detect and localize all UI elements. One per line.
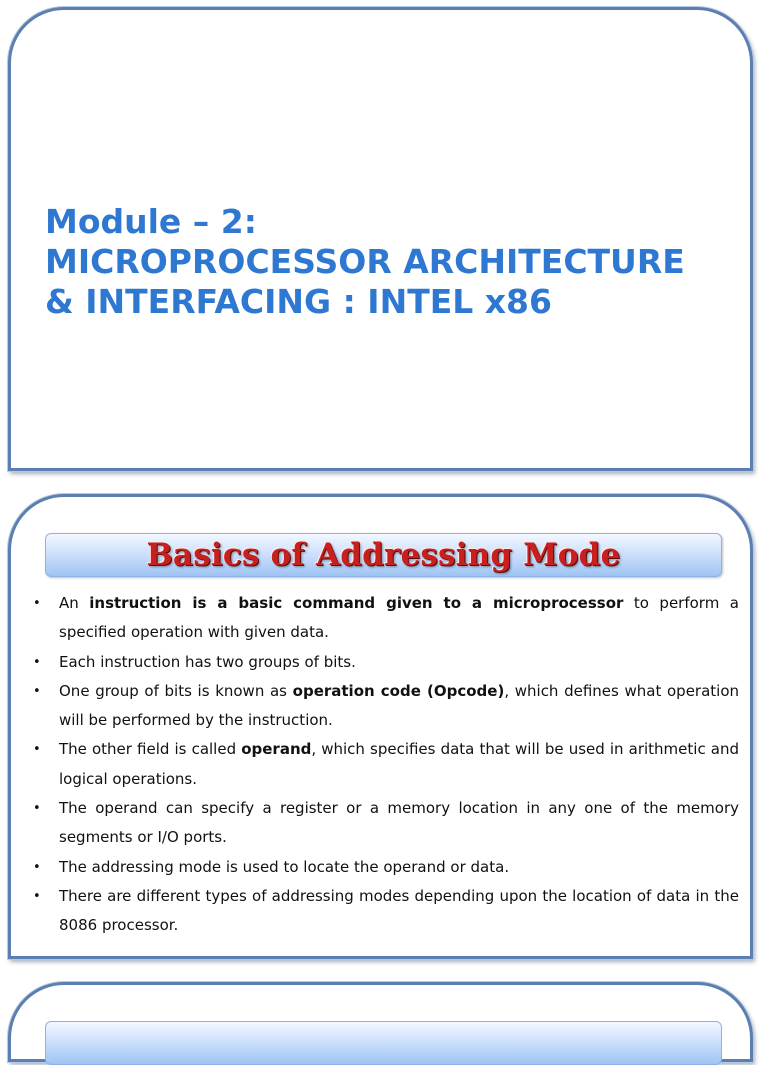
bullet-text: There are different types of addressing modes depending upon the location of data in the 8086 processor.: [59, 886, 739, 935]
bullet-item: [29, 794, 739, 853]
addressing-mode-slide: [8, 494, 753, 959]
module-title: [45, 202, 745, 322]
bullet-icon: •: [33, 654, 41, 670]
bullet-bold-text: operation code (Opcode): [292, 681, 505, 700]
bullet-text: An: [59, 594, 90, 612]
slide-heading: Basics of Addressing Mode: [146, 537, 621, 573]
bullet-icon: •: [33, 888, 41, 904]
bullet-bold-text: operand: [241, 740, 312, 759]
bullet-text: Each instruction has two groups of bits.: [59, 652, 356, 671]
title-line-1: Module – 2:: [45, 202, 257, 241]
bullet-item: [29, 677, 739, 736]
bullet-item: [29, 648, 739, 677]
bullet-text: The addressing mode is used to locate the operand or data.: [59, 857, 510, 876]
bullet-item: [29, 882, 739, 941]
bullet-icon: •: [33, 596, 41, 611]
bullet-item: [29, 735, 739, 794]
bullet-icon: •: [33, 801, 41, 817]
bullet-text: , which defines what operation will be performed by the instruction.: [59, 681, 740, 730]
bullet-text: to perform a specified operation with given data.: [59, 594, 739, 642]
next-slide-banner: [45, 1021, 722, 1065]
title-line-2: MICROPROCESSOR ARCHITECTURE: [45, 242, 685, 281]
bullet-icon: •: [33, 683, 41, 699]
bullet-list: [29, 589, 739, 941]
title-slide: [8, 7, 753, 471]
bullet-text: , which specifies data that will be used in arithmetic and logical operations.: [59, 740, 740, 788]
bullet-item: [29, 853, 739, 882]
bullet-text: The operand can specify a register or a memory location in any one of the memory segments or I/O ports.: [59, 799, 739, 847]
bullet-bold-text: instruction is a basic command given to a microprocessor: [89, 594, 624, 612]
title-line-3: & INTERFACING : INTEL x86: [45, 282, 552, 321]
bullet-item: [29, 589, 739, 648]
slide-heading-banner: [45, 533, 722, 577]
bullet-text: The other field is called: [59, 740, 242, 759]
next-slide-partial: [8, 982, 753, 1062]
bullet-icon: •: [33, 859, 41, 875]
bullet-text: One group of bits is known as: [59, 681, 293, 700]
bullet-icon: •: [33, 742, 41, 758]
